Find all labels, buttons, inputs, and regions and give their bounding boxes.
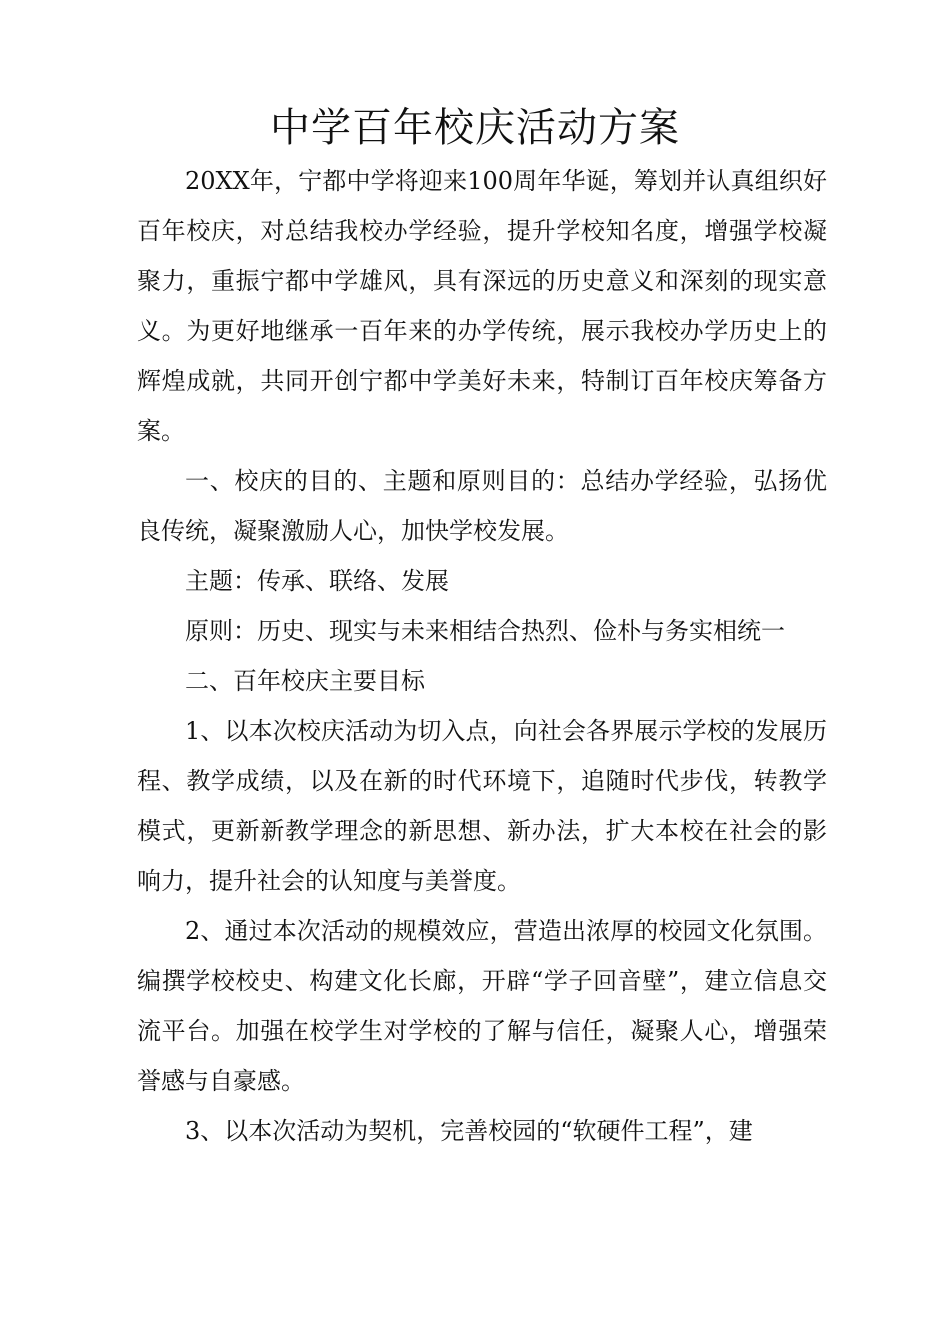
document-body: [137, 156, 827, 1156]
paragraph-section-1: 一、校庆的目的、主题和原则目的：总结办学经验，弘扬优良传统，凝聚激励人心，加快学校发展。: [137, 467, 827, 545]
paragraph-goal-2: 2、通过本次活动的规模效应，营造出浓厚的校园文化氛围。编撰学校校史、构建文化长廊，开辟“学子回音壁”，建立信息交流平台。加强在校学生对学校的了解与信任，凝聚人心，增强荣誉感与自豪感。: [137, 917, 827, 1095]
paragraph-goal-1: 1、以本次校庆活动为切入点，向社会各界展示学校的发展历程、教学成绩，以及在新的时代环境下，追随时代步伐，转教学模式，更新新教学理念的新思想、新办法，扩大本校在社会的影响力，提升社会的认知度与美誉度。: [137, 717, 827, 895]
document-title: 中学百年校庆活动方案: [270, 105, 680, 151]
paragraph-theme: 主题：传承、联络、发展: [185, 567, 449, 595]
paragraph-principle: 原则：历史、现实与未来相结合热烈、俭朴与务实相统一: [185, 617, 785, 645]
paragraph-goal-3: 3、以本次活动为契机，完善校园的“软硬件工程”，建: [185, 1117, 753, 1145]
paragraph-section-2: 二、百年校庆主要目标: [185, 667, 425, 695]
paragraph-intro: 20XX年，宁都中学将迎来100周年华诞，筹划并认真组织好百年校庆，对总结我校办学经验，提升学校知名度，增强学校凝聚力，重振宁都中学雄风，具有深远的历史意义和深刻的现实意义。为更好地继承一百年来的办学传统，展示我校办学历史上的辉煌成就，共同开创宁都中学美好未来，特制订百年校庆筹备方案。: [137, 167, 827, 445]
